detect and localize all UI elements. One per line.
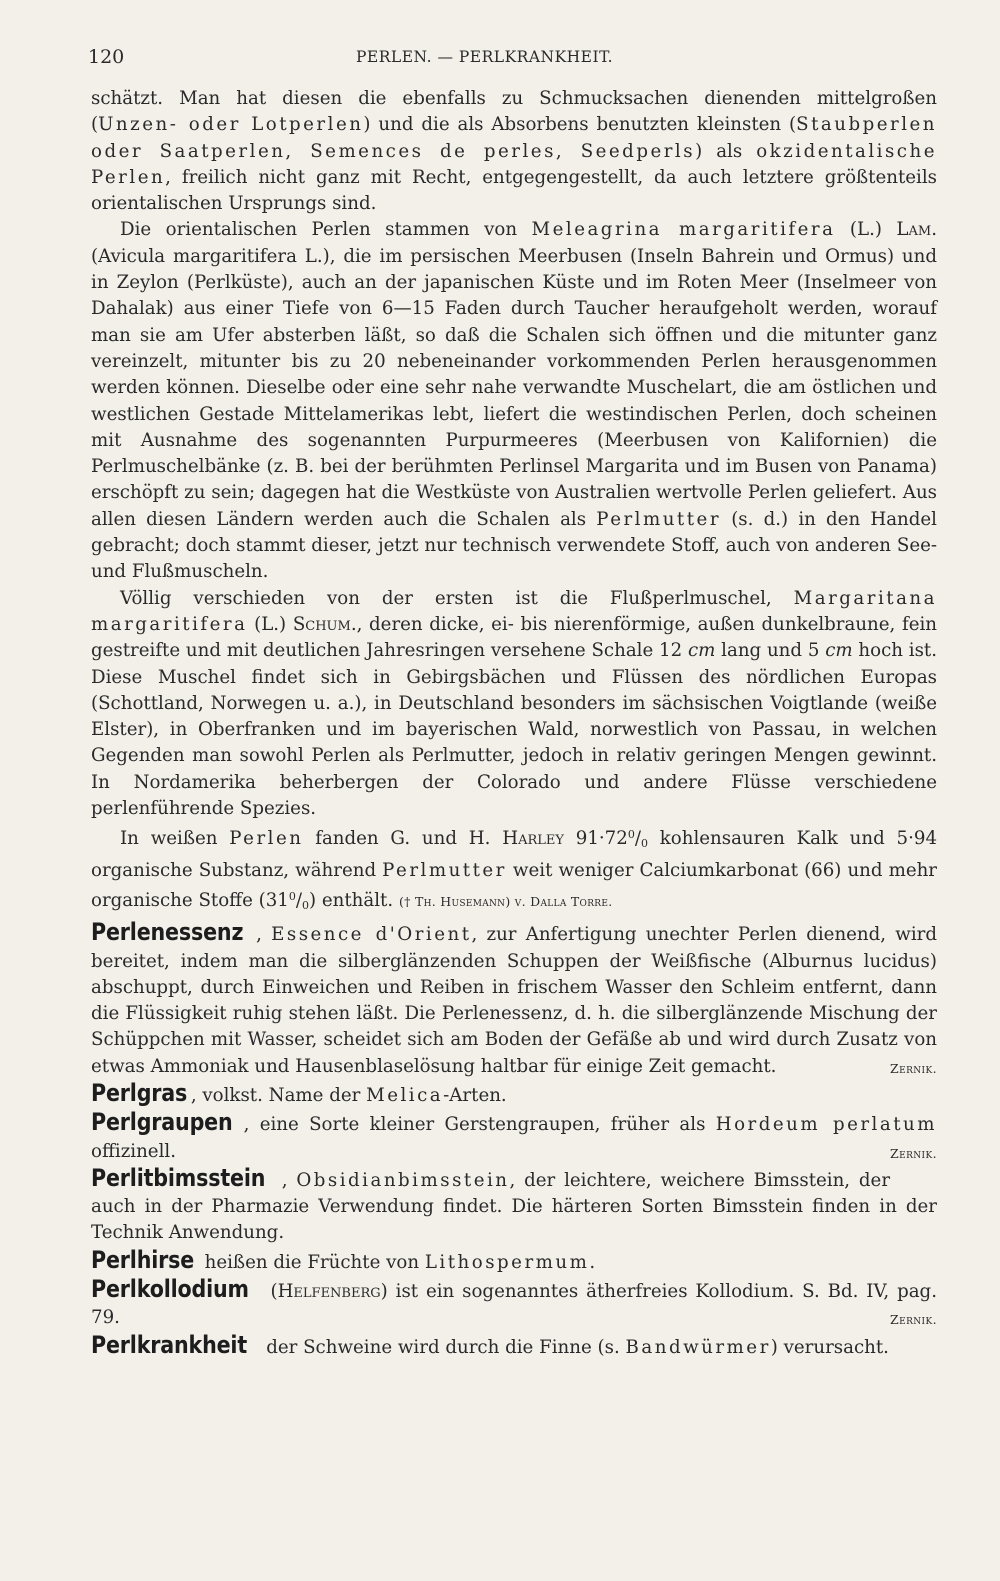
unit-cm: cm (825, 640, 853, 662)
text-run: ) verursacht. (770, 1336, 889, 1358)
entry-keyword: Perlkollodium (91, 1275, 249, 1304)
text-run: In weißen (120, 828, 230, 850)
text-run: fanden G. und H. (303, 828, 503, 850)
text-run: (Avicula margaritifera L.), die im persischen Meerbusen (Inseln Bahrein und Ormus) und in Zeylon (Perlküste), auch an der japanischen Küste und im Roten Meer (Inselmeer von Dahalak) aus einer Tiefe von 6—15 Faden durch Taucher heraufgeholt werden, worauf man sie am Ufer absterben läßt, so daß die Schalen sich öffnen und die mitunter ganz vereinzelt, mitunter bis zu 20 nebeneinander vorkommenden Perlen herausgenommen werden können. Dieselbe oder eine sehr nahe verwandte Muschelart, die am östlichen und westlichen Gestade Mittelamerikas lebt, liefert die westindischen Perlen, doch scheinen mit Ausnahme des sogenannten Purpurmeeres (Meerbusen von Kalifornien) die Perlmuschelbänke (z. B. bei der berühmten Perlinsel Margarita und im Busen von Panama) erschöpft zu sein; dagegen hat die Westküste von Australien wertvolle Perlen geliefert. Aus allen diesen Ländern werden auch die Schalen als (91, 245, 937, 530)
text-run: weit weniger Calciumkarbonat (66) und mehr organische Stoffe (31 (91, 859, 937, 911)
entry-perlenessenz (91, 919, 937, 1080)
author-harley: Harley (502, 828, 564, 850)
text-run: , eine Sorte kleiner Gerstengraupen, früher als (243, 1114, 716, 1136)
percent-slash: / (295, 889, 303, 911)
author-signature: Zernik. (890, 1145, 937, 1161)
text-run: (L.) (247, 613, 293, 635)
term-obsidianbimsstein: Obsidianbimsstein (296, 1169, 510, 1191)
term-melica: Melica (366, 1084, 444, 1106)
text-run: kohlensauren Kalk und 5·94 organische Substanz, während (91, 828, 938, 881)
entry-perlgraupen (91, 1109, 937, 1165)
text-run: Völlig verschieden von der ersten ist die Flußperlmuschel, (120, 587, 794, 609)
term-hordeum-perlatum: Hordeum perlatum (715, 1114, 937, 1136)
author-schum: Schum. (292, 613, 357, 635)
entry-keyword: Perlitbimsstein (91, 1163, 266, 1192)
page-header (0, 46, 1000, 76)
entry-keyword: Perlgras (91, 1078, 188, 1107)
text-run: heißen die Früchte von (198, 1251, 425, 1273)
term-perlmutter: Perlmutter (382, 859, 507, 881)
text-run: , der leichtere, weichere Bimsstein, der auch in der Pharmazie Verwendung findet. Die härteren Sorten Bimsstein finden in der Technik Anwendung. (91, 1169, 937, 1244)
perlen-paragraph-4 (91, 822, 937, 919)
text-run: (L.) (835, 219, 897, 241)
term-perlmutter: Perlmutter (596, 508, 722, 530)
text-run: ) enthält. (309, 889, 399, 911)
percent-sup: 0 (288, 889, 296, 903)
text-run: schätzt. Man hat diesen die ebenfalls zu Schmucksachen dienenden mittelgroßen ( (91, 88, 937, 136)
perlen-paragraph-3 (91, 586, 937, 823)
percent-sub: 0 (640, 837, 648, 851)
term-perlen: Perlen (229, 828, 304, 850)
author-signature: Zernik. (890, 1312, 937, 1328)
term-unzen-lotperlen: Unzen- oder Lotperlen (98, 114, 364, 136)
author-signature: († Th. Husemann) v. Dalla Torre. (398, 893, 613, 909)
perlen-paragraph-1 (91, 86, 937, 217)
text-run: , (281, 1169, 297, 1191)
text-run: ) als (695, 140, 757, 162)
term-essence-dorient: Essence d'Orient (271, 924, 472, 946)
author-signature: Zernik. (890, 1060, 937, 1076)
percent-slash: / (634, 828, 641, 850)
text-run: lang und 5 (715, 640, 826, 662)
term-okzidentalische-perlen: okzidentalische Perlen (91, 140, 937, 188)
percent-sub: 0 (302, 898, 310, 912)
entry-keyword: Perlkrankheit (91, 1330, 248, 1359)
entry-perlkrankheit (91, 1332, 937, 1361)
entry-perlitbimsstein (91, 1165, 937, 1247)
perlen-paragraph-2 (91, 217, 937, 585)
term-staubperlen: Staubperlen oder Saatperlen, Semences de perles, Seedperls (91, 114, 937, 162)
entry-perlgras (91, 1080, 937, 1109)
text-run: der Schweine wird durch die Finne (s. (260, 1336, 626, 1358)
page-number: 120 (88, 46, 125, 68)
source-helfenberg: Helfenberg (277, 1281, 381, 1303)
term-lithospermum: Lithospermum (424, 1251, 590, 1273)
term-meleagrina: Meleagrina margaritifera (531, 219, 836, 241)
text-run: Die orientalischen Perlen stammen von (120, 219, 532, 241)
term-margaritana: Margaritana margaritifera (91, 587, 937, 635)
text-run: , volkst. Name der (190, 1084, 367, 1106)
term-bandwuermer: Bandwürmer (625, 1336, 771, 1358)
text-run: . (589, 1251, 596, 1273)
text-run: hoch ist. Diese Muschel findet sich in Gebirgsbächen und Flüssen des nördlichen Europas (Schottland, Norwegen u. a.), in Deutschland besonders im sächsischen Voigtlande (weiße Elster), in Oberfranken und im bayerischen Wald, norwestlich von Passau, in welchen Gegenden man sowohl Perlen als Perlmutter, jedoch in relativ geringen Mengen gewinnt. In Nordamerika beherbergen der Colorado und andere Flüsse verschiedene perlenführende Spezies. (91, 640, 937, 820)
text-run: , (256, 924, 272, 946)
entry-keyword: Perlhirse (91, 1245, 195, 1274)
article-body (91, 86, 937, 1361)
percent-sup: 0 (627, 828, 635, 842)
text-run: -Arten. (443, 1084, 507, 1106)
text-run: 91·72 (563, 828, 628, 850)
text-run: ( (262, 1281, 278, 1303)
text-run: , deren dicke, ei- bis nierenförmige, außen dunkelbraune, fein gestreifte und mit deutlichen Jahresringen versehene Schale 12 (91, 613, 937, 662)
text-run: offizinell. (91, 1140, 176, 1162)
text-run: , freilich nicht ganz mit Recht, entgegengestellt, da auch letztere größtenteils orientalischen Ursprungs sind. (91, 166, 937, 215)
entry-keyword: Perlenessenz (91, 918, 244, 947)
text-run: ) und die als Absorbens benutzten kleinsten ( (363, 114, 797, 136)
entry-keyword: Perlgraupen (91, 1108, 233, 1137)
entry-perlkollodium (91, 1276, 937, 1332)
entry-perlhirse (91, 1247, 937, 1276)
author-lam: Lam. (896, 219, 937, 241)
text-run: ) ist ein sogenanntes ätherfreies Kollodium. S. Bd. IV, pag. 79. (91, 1281, 937, 1329)
text-run: (s. d.) in den Handel gebracht; doch stammt dieser, jetzt nur technisch verwendete Stoff, auch von anderen See- und Flußmuscheln. (91, 508, 937, 583)
running-head: PERLEN. — PERLKRANKHEIT. (356, 48, 614, 66)
unit-cm: cm (687, 640, 716, 662)
text-run: , zur Anfertigung unechter Perlen dienend, wird bereitet, indem man die silberglänzenden Schuppen der Weißfische (Alburnus lucidus) abschuppt, durch Einweichen und Reiben in frischem Wasser den Schleim entfernt, dann die Flüssigkeit ruhig stehen läßt. Die Perlenessenz, d. h. die silberglänzende Mischung der Schüppchen mit Wasser, scheidet sich am Boden der Gefäße ab und wird durch Zusatz von etwas Ammoniak und Hausenblaselösung haltbar für einige Zeit gemacht. (91, 924, 937, 1077)
